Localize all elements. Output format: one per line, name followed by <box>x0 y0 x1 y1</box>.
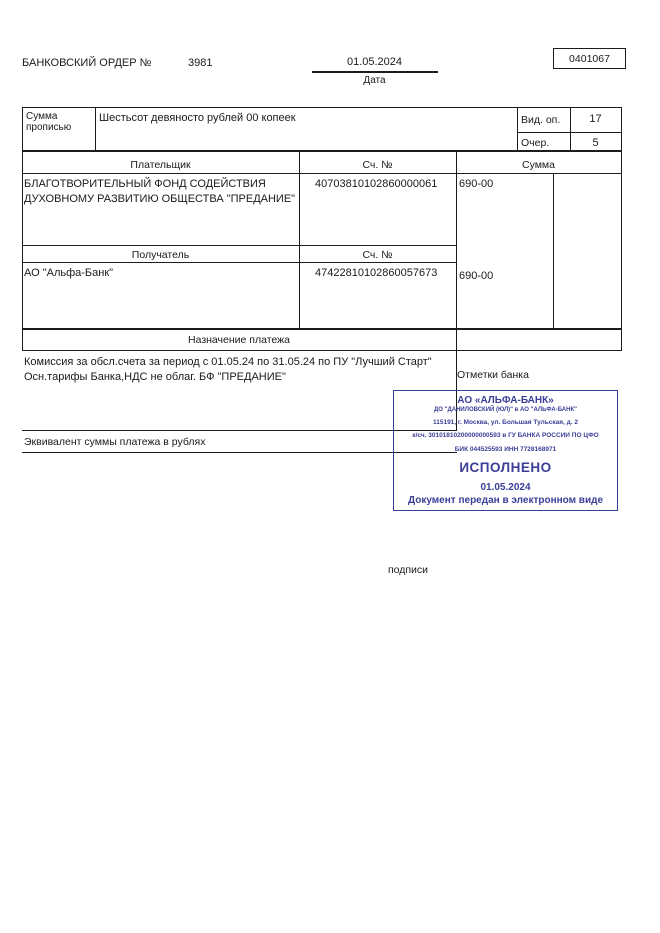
order-title: БАНКОВСКИЙ ОРДЕР № <box>22 57 152 69</box>
stamp-corr-account: к/сч. 30101810200000000593 в ГУ БАНКА РОССИИ ПО ЦФО <box>412 432 599 439</box>
bank-stamp <box>393 390 618 511</box>
amount-words-cell-divider <box>95 107 96 150</box>
payee-name: АО "Альфа-Банк" <box>24 267 114 279</box>
purpose-text-line2: Осн.тарифы Банка,НДС не облаг. БФ "ПРЕДАНИЕ" <box>24 371 286 383</box>
amount-words-label: Сумма прописью <box>26 111 72 133</box>
sum-table-bottom-line <box>22 150 622 152</box>
payee-amount: 690-00 <box>459 270 494 282</box>
payee-header: Получатель <box>131 249 190 261</box>
payer-header: Плательщик <box>130 159 191 171</box>
payer-account-header: Сч. № <box>362 159 393 171</box>
payee-header-top-line <box>22 245 457 246</box>
op-type-value: 17 <box>589 113 602 125</box>
sum-table-top-line <box>22 107 622 108</box>
payer-name-line1: БЛАГОТВОРИТЕЛЬНЫЙ ФОНД СОДЕЙСТВИЯ <box>24 178 266 190</box>
main-table-bottom-line <box>22 328 622 330</box>
form-code-box <box>553 48 626 69</box>
payee-account-header: Сч. № <box>362 249 393 261</box>
stamp-address: 115191, г. Москва, ул. Большая Тульская, д. 2 <box>432 419 579 426</box>
order-number: 3981 <box>188 57 213 69</box>
payer-name-line2: ДУХОВНОМУ РАЗВИТИЮ ОБЩЕСТВА "ПРЕДАНИЕ" <box>24 193 296 205</box>
stamp-bik-inn: БИК 044525593 ИНН 7728168971 <box>454 446 557 453</box>
stamp-branch: ДО "ДАНИЛОВСКИЙ (ЮЛ)" в АО "АЛЬФА-БАНК" <box>434 407 577 413</box>
equivalent-bottom-line <box>22 452 457 453</box>
account-amount-divider <box>456 150 457 430</box>
date-label: Дата <box>363 75 386 86</box>
purpose-text-line1: Комиссия за обсл.счета за период с 01.05.24 по 31.05.24 по ПУ "Лучший Старт" <box>24 356 432 368</box>
stamp-date: 01.05.2024 <box>480 482 531 493</box>
signatures-label: подписи <box>387 564 429 576</box>
stamp-note: Документ передан в электронном виде <box>408 495 603 506</box>
date-underline <box>312 71 438 73</box>
payer-account-divider <box>299 150 300 328</box>
payer-amount: 690-00 <box>459 178 494 190</box>
priority-label: Очер. <box>521 137 550 149</box>
op-type-label: Вид. оп. <box>521 114 561 126</box>
equivalent-label: Эквивалент суммы платежа в рублях <box>24 436 206 448</box>
bank-marks-label: Отметки банка <box>457 369 529 381</box>
amount-words-value: Шестьсот девяносто рублей 00 копеек <box>99 112 296 124</box>
form-code: 0401067 <box>569 52 610 65</box>
order-date: 01.05.2024 <box>346 56 403 68</box>
priority-value: 5 <box>592 137 599 149</box>
table-right-border <box>621 107 622 350</box>
equivalent-top-line <box>22 430 457 431</box>
amount-column-divider <box>553 173 554 328</box>
stamp-status: ИСПОЛНЕНО <box>459 460 552 475</box>
payer-account: 40703810102860000061 <box>315 178 438 190</box>
amount-header: Сумма <box>522 159 555 171</box>
purpose-header-line <box>22 350 622 351</box>
payer-header-line <box>22 173 622 174</box>
stamp-bank-name: АО «АЛЬФА-БАНК» <box>457 395 554 406</box>
payee-header-bottom-line <box>22 262 457 263</box>
table-left-border <box>22 107 23 350</box>
purpose-header: Назначение платежа <box>188 334 290 346</box>
payee-account: 47422810102860057673 <box>315 267 438 279</box>
op-cell-left-divider <box>517 107 518 150</box>
